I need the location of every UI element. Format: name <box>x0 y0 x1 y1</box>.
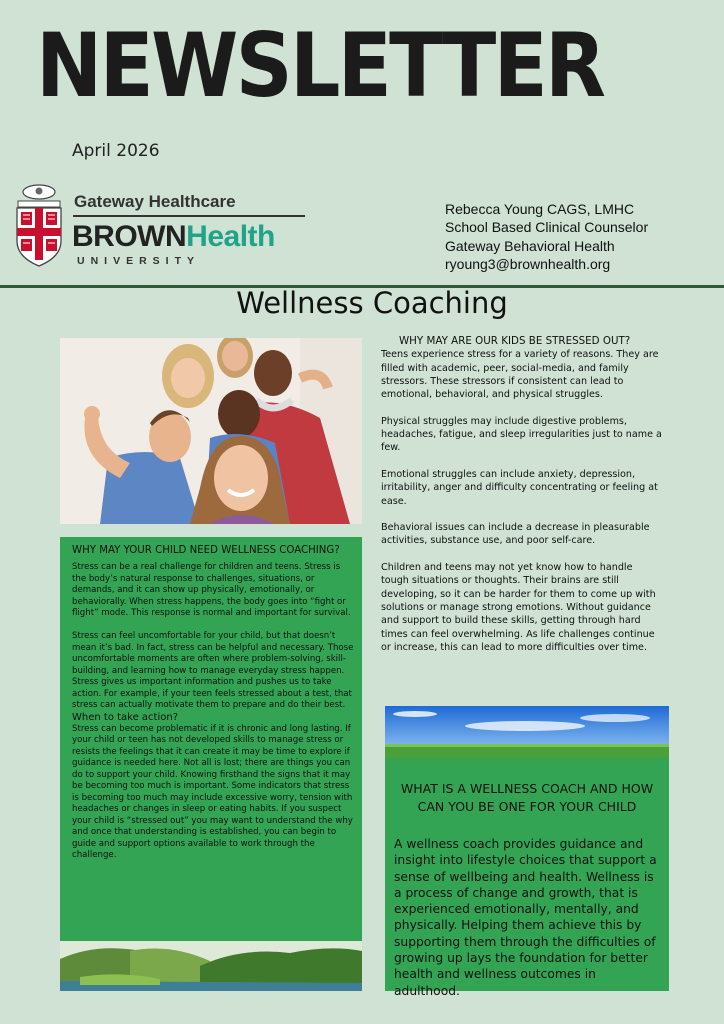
teens-group-photo <box>60 338 362 524</box>
wellness-coaching-reasons-card <box>60 537 362 941</box>
university-label: UNIVERSITY <box>77 255 201 267</box>
wellness-coach-card <box>385 758 669 998</box>
sky-field-photo <box>385 706 669 758</box>
left-card-heading: WHY MAY YOUR CHILD NEED WELLNESS COACHING? <box>72 545 340 556</box>
left-card-subheading: When to take action? <box>72 711 179 723</box>
section-title: Wellness Coaching <box>236 286 508 320</box>
left-card-paragraph: Stress can become problematic if it is chronic and long lasting. If your child or teen has not developed skills to manage stress or resists the feelings that it can create it may be time to explore if guidance is needed here. Not all is lost; there are things you can do to support your child. Knowing firsthand the signs that it may be becoming too much is important. Some indicators that stress is becoming too much may include excessive worry, tension with headaches or changes in sleep or eating habits. If you suspect your child is “stressed out” you may want to understand the why and once that understanding is established, you can begin to guide and support options available to work through the challenge. <box>72 723 353 860</box>
lake-landscape-photo <box>60 941 362 991</box>
contact-block <box>445 200 648 273</box>
brand-main: BROWN <box>72 220 187 253</box>
brand-accent: Health <box>186 220 275 253</box>
stress-causes-section <box>381 335 663 654</box>
organization-logo <box>14 183 314 273</box>
contact-role: School Based Clinical Counselor <box>445 219 649 236</box>
stress-paragraph: Behavioral issues can include a decrease in pleasurable activities, substance use, and poor self-care. <box>381 522 650 547</box>
issue-date: April 2026 <box>72 141 160 161</box>
contact-name: Rebecca Young CAGS, LMHC <box>445 201 635 217</box>
contact-org: Gateway Behavioral Health <box>445 237 615 254</box>
left-card-paragraph: Stress can feel uncomfortable for your child, but that doesn’t mean it’s bad. In fact, stress can be helpful and necessary. Those uncomfortable moments are often where problem-solving, skill-building, and learning how to manage everyday stress happen. Stress gives us important information and pushes us to take action. For example, if your teen feels stressed about a test, that stress can actually motivate them to prepare and do their best. <box>72 631 354 710</box>
newsletter-title: NEWSLETTER <box>36 14 604 117</box>
contact-email[interactable]: ryoung3@brownhealth.org <box>445 255 611 272</box>
stress-paragraph: Emotional struggles can include anxiety, depression, irritability, anger and difficulty concentrating or feeling at ease. <box>381 468 658 507</box>
left-card-paragraph: Stress can be a real challenge for children and teens. Stress is the body’s natural response to challenges, situations, or demands, and it can show up physically, emotionally, or behaviorally. When stress happens, the body goes into “fight or flight” mode. This response is normal and important for survival. <box>72 562 351 618</box>
right-card-body: A wellness coach provides guidance and insight into lifestyle choices that support a sense of wellbeing and health. Wellness is a process of change and growth, that is experienced emotionally, mentally, and physically. Helping them achieve this by supporting them through the difficulties of growing up lays the foundation for better health and wellness outcomes in adulthood. <box>394 837 657 998</box>
left-card-body <box>72 562 356 862</box>
stress-causes-question: WHY MAY ARE OUR KIDS BE STRESSED OUT? <box>399 335 631 347</box>
gateway-healthcare-label: Gateway Healthcare <box>74 192 236 211</box>
stress-paragraph: Children and teens may not yet know how to handle tough situations or thoughts. Their brains are still developing, so it can be harder for them to come up with solutions or manage strong emotions. Without guidance and support to build these skills, getting through hard times can feel overwhelming. As life challenges continue or increase, this can lead to more difficulties over time. <box>381 562 656 653</box>
brown-health-wordmark <box>72 220 275 254</box>
brown-crest-icon <box>14 183 64 267</box>
right-card-heading: WHAT IS A WELLNESS COACH AND HOW CAN YOU BE ONE FOR YOUR CHILD <box>400 781 654 814</box>
stress-paragraph: Physical struggles may include digestive problems, headaches, fatigue, and sleep irregularities just to name a few. <box>381 415 662 454</box>
logo-divider <box>73 215 305 217</box>
stress-paragraph: Teens experience stress for a variety of reasons. They are filled with academic, peer, social-media, and family stressors. These stressors if consistent can lead to emotional, behavioral, and physical struggles. <box>381 349 659 401</box>
